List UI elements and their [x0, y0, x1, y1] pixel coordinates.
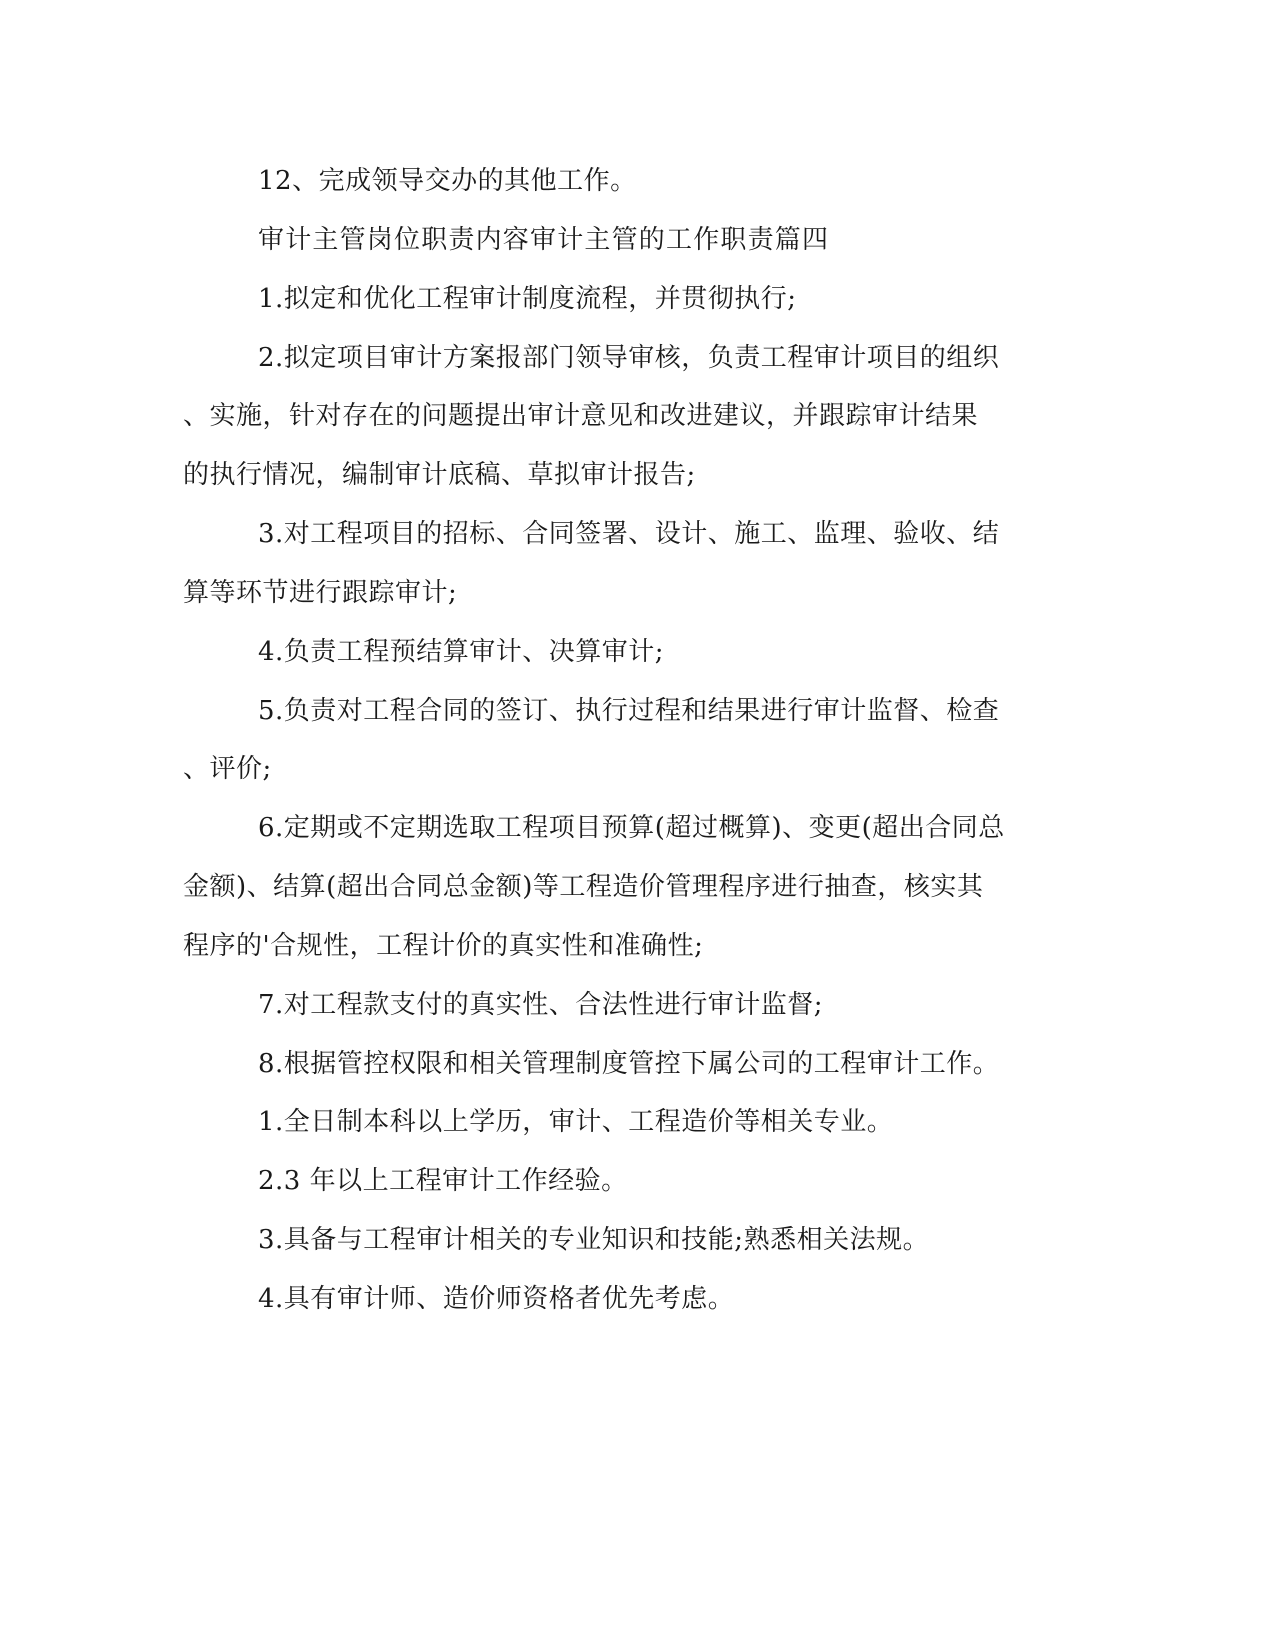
- paragraph-line: 、实施，针对存在的问题提出审计意见和改进建议，并跟踪审计结果: [183, 401, 979, 431]
- paragraph-line: 3.对工程项目的招标、合同签署、设计、施工、监理、验收、结: [258, 519, 1000, 549]
- paragraph-line: 4.负责工程预结算审计、决算审计;: [258, 637, 665, 667]
- paragraph-line: 7.对工程款支付的真实性、合法性进行审计监督;: [258, 990, 824, 1020]
- paragraph-line: 8.根据管控权限和相关管理制度管控下属公司的工程审计工作。: [258, 1049, 1000, 1079]
- paragraph-line: 算等环节进行跟踪审计;: [183, 578, 458, 608]
- section-heading: 审计主管岗位职责内容审计主管的工作职责篇四: [258, 225, 830, 255]
- paragraph-line: 2.3 年以上工程审计工作经验。: [258, 1166, 628, 1196]
- paragraph-line: 2.拟定项目审计方案报部门领导审核，负责工程审计项目的组织: [258, 343, 1000, 373]
- paragraph-line: 1.拟定和优化工程审计制度流程，并贯彻执行;: [258, 284, 797, 314]
- paragraph-line: 3.具备与工程审计相关的专业知识和技能;熟悉相关法规。: [258, 1225, 930, 1255]
- paragraph-line: 金额)、结算(超出合同总金额)等工程造价管理程序进行抽查，核实其: [183, 872, 984, 902]
- paragraph-line: 4.具有审计师、造价师资格者优先考虑。: [258, 1284, 735, 1314]
- paragraph-line: 程序的'合规性，工程计价的真实性和准确性;: [183, 931, 704, 961]
- paragraph-line: 的执行情况，编制审计底稿、草拟审计报告;: [183, 460, 696, 490]
- paragraph-line: 6.定期或不定期选取工程项目预算(超过概算)、变更(超出合同总: [258, 813, 1005, 843]
- paragraph-line: 12、完成领导交办的其他工作。: [258, 166, 637, 196]
- paragraph-line: 、评价;: [183, 754, 272, 784]
- paragraph-line: 5.负责对工程合同的签订、执行过程和结果进行审计监督、检查: [258, 696, 1000, 726]
- paragraph-line: 1.全日制本科以上学历，审计、工程造价等相关专业。: [258, 1107, 894, 1137]
